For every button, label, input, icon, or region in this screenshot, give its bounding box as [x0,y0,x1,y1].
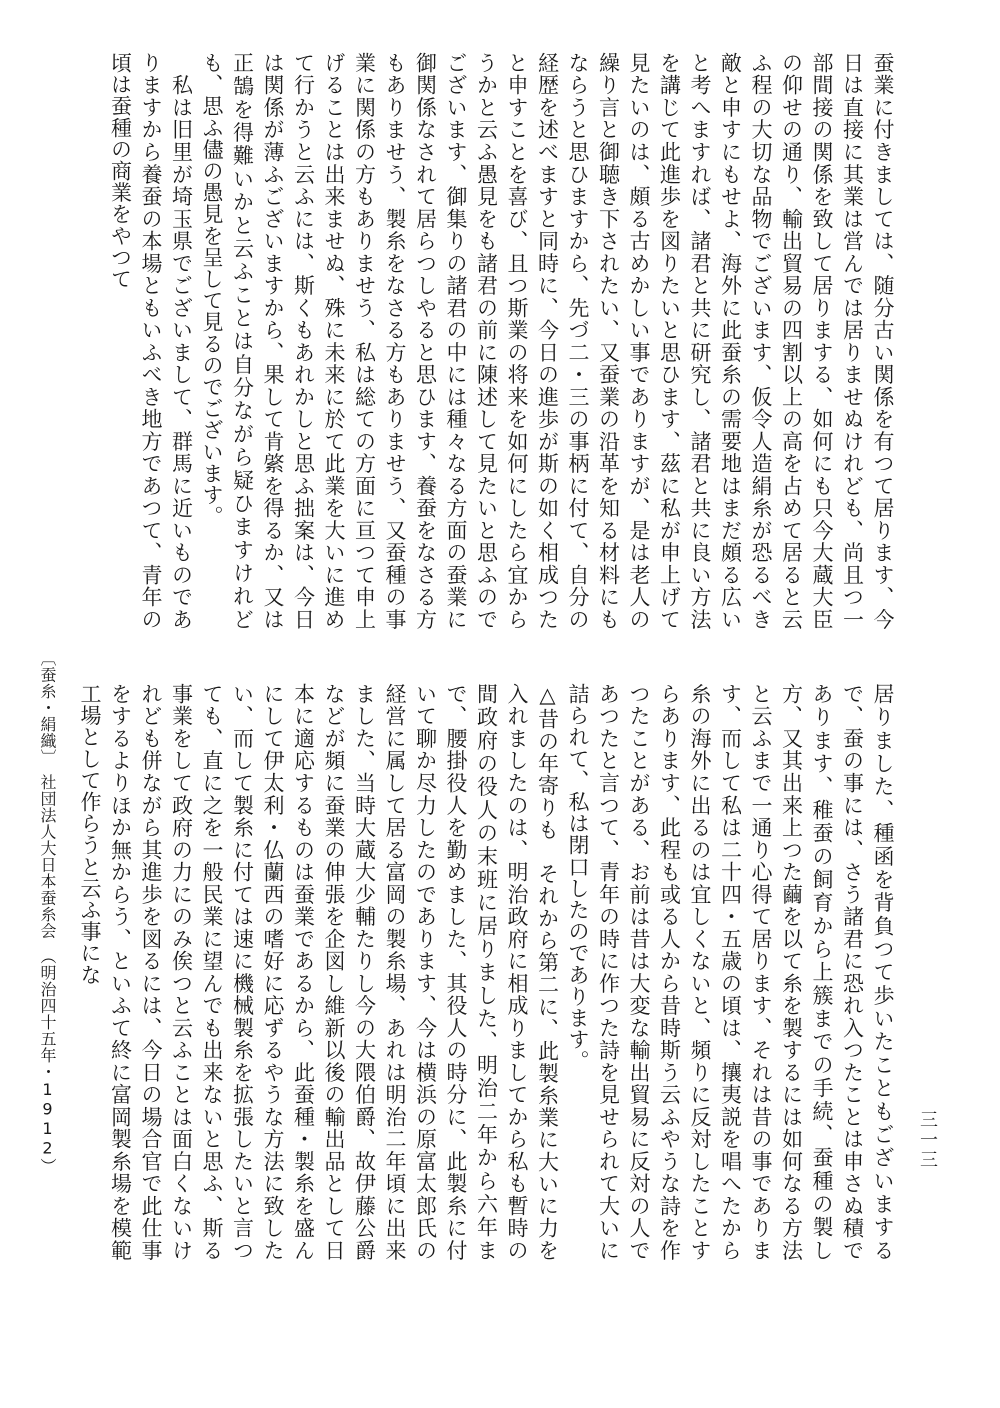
lower-text-block: 居りました、種函を背負つて歩いたこともございまするで、蚕の事には、さう諸君に恐れ入つたことは申さぬ積であります、稚蚕の飼育から上簇までの手続、蚕種の製し方、又其出来上つた繭を以て糸を製するには如何なる方法と云ふまで一通り心得て居ります、それは昔の事であります、而して私は二十四・五歳の頃は、攘夷説を唱へたから糸の海外に出るのは宜しくないと、頻りに反対したことすらあります、此程も或る人から昔時斯う云ふやうな詩を作つたことがある、お前は昔は大変な輸出貿易に反対の人であつたと言つて、青年の時に作つた詩を見せられて大いに詰られて、私は閉口したのであります。 △昔の年寄りも それから第二に、此製糸業に大いに力を入れましたのは、明治政府に相成りましてから私も暫時の間政府の役人の末班に居りました、明治二年から六年まで、腰掛役人を勤めました、其役人の時分に、此製糸に付いて聊か尽力したのであります、今は横浜の原富太郎氏の経営に属して居る富岡の製糸場、あれは明治二年頃に出来ました、当時大蔵大少輔たりし今の大隈伯爵、故伊藤公爵などが頻に蚕業の伸張を企図し維新以後の輸出品として日本に適応するものは蚕業であるから、此蚕種・製糸を盛んにして伊太利・仏蘭西の嗜好に応ずるやうな方法に致したい、而して製糸に付ては速に機械製糸を拡張したいと言つても、直に之を一般民業に望んでも出来ないと思ふ、斯る事業をして政府の力にのみ俟つと云ふことは面白くないけれども併ながら其進歩を図るには、今日の場合官で此仕事をするよりほか無からう、といふて終に富岡製糸場を模範工場として作らうと云ふ事にな [78,683,895,1261]
footer-category: 〔蚕糸・絹織〕 [38,650,57,766]
footer-year: （明治四十五年・1912） [38,948,57,1175]
page-number: 三一三 [917,1110,938,1170]
footer-organization: 社団法人大日本蚕糸会 [38,774,57,939]
upper-text-block: 蚕業に付きましては、随分古い関係を有つて居ります、今日は直接に其業は営んでは居りませぬけれども、尚且つ一部間接の関係を致して居りまする、如何にも只今大蔵大臣の仰せの通り、輸出貿易の四割以上の高を占めて居ると云ふ程の大切な品物でございます、仮令人造絹糸が恐るべき敵と申すにもせよ、海外に此蚕糸の需要地はまだ頗る広いと考へますれば、諸君と共に研究し、諸君と共に良い方法を講じて此進歩を図りたいと思ひます、茲に私が申上げて見たいのは、頗る古めかしい事でありますが、是は老人の繰り言と御聴き下されたい、又蚕業の沿革を知る材料にもならうと思ひますから、先づ二・三の事柄に付て、自分の経歴を述べますと同時に、今日の進歩が斯の如く相成つたと申すことを喜び、且つ斯業の将来を如何にしたら宜からうかと云ふ愚見をも諸君の前に陳述して見たいと思ふのでございます、御集りの諸君の中には種々なる方面の蚕業に御関係なされて居らつしやると思ひます、養蚕をなさる方もありませう、製糸をなさる方もありませう、又蚕種の事業に関係の方もありませう、私は総ての方面に亘つて申上げることは出来ませぬ、殊に未来に於て此業を大いに進めて行かうと云ふには、斯くもあれかしと思ふ拙案は、今日は関係が薄ふございますから、果して肯綮を得るか、又は正鵠を得難いかと云ふことは自分ながら疑ひますけれども、思ふ儘の愚見を呈して見るのでございます。 私は旧里が埼玉県でございまして、群馬に近いものでありますから養蚕の本場ともいふべき地方であつて、青年の頃は蚕種の商業をやつて [108,52,895,630]
